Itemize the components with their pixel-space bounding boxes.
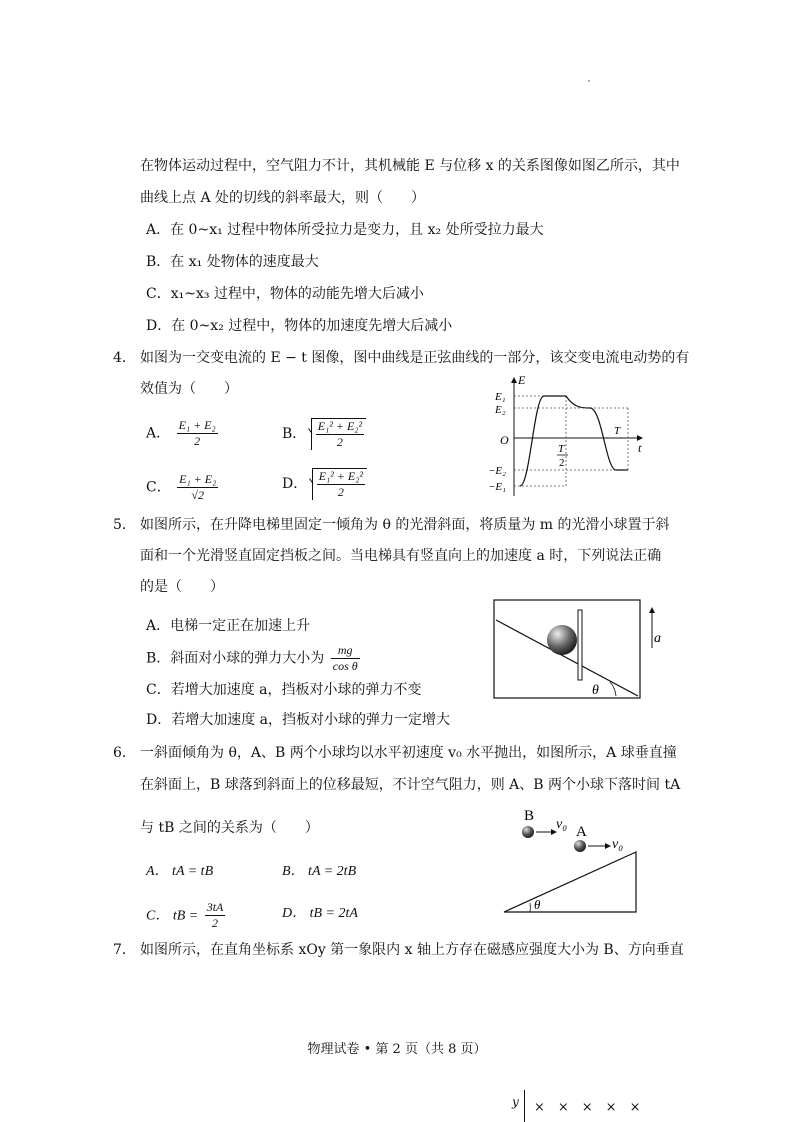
ball-a — [574, 840, 586, 852]
ball-a-v0: v₀ — [612, 837, 624, 852]
graph-minus-e2: −E₂ — [488, 465, 506, 477]
q5-elevator-figure — [492, 598, 672, 702]
q4-option-b: B． $\frac{\text{E₁² + E₂²}}{2}$ — [282, 418, 366, 450]
q3-option-b: B．在 x₁ 处物体的速度最大 — [146, 254, 319, 270]
q3-line1: 在物体运动过程中，空气阻力不计，其机械能 E 与位移 x 的关系图像如图乙所示，其中 — [140, 158, 680, 174]
q4-number: 4． — [113, 350, 136, 366]
next-fig-field-marks: × × × × × — [534, 1100, 641, 1115]
q5-option-d: D．若增大加速度 a，挡板对小球的弹力一定增大 — [146, 712, 451, 728]
next-fig-y-label: y — [512, 1095, 519, 1109]
acceleration-label: a — [654, 631, 661, 646]
page-footer: 物理试卷 • 第 2 页（共 8 页） — [307, 1042, 487, 1057]
q3-option-d: D．在 0~x₂ 过程中，物体的加速度先增大后减小 — [146, 318, 453, 334]
q6-projectile-figure — [500, 800, 645, 916]
graph-xlabel: t — [638, 441, 642, 455]
q6-line3: 与 tB 之间的关系为（ ） — [140, 820, 319, 836]
graph-period: T — [614, 425, 621, 437]
ball-b — [522, 826, 534, 838]
q4-option-a: A． $\frac{\text{E₁ + E₂}}{2}$ — [146, 418, 216, 448]
q6-theta: θ — [534, 897, 541, 912]
q3-option-a: A．在 0~x₁ 过程中物体所受拉力是变力，且 x₂ 处所受拉力最大 — [146, 222, 544, 238]
graph-e1: E₁ — [495, 391, 506, 403]
graph-e2: E₂ — [495, 404, 506, 416]
q5-option-c: C．若增大加速度 a，挡板对小球的弹力不变 — [146, 682, 422, 698]
q6-option-d: D． tB = 2tA — [282, 906, 358, 921]
q7-number: 7． — [113, 942, 136, 958]
q5-option-a: A．电梯一定正在加速上升 — [146, 618, 311, 634]
q7-line1: 如图所示，在直角坐标系 xOy 第一象限内 x 轴上方存在磁感应强度大小为 B、方向垂直 — [140, 942, 684, 958]
q6-number: 6． — [113, 745, 136, 761]
graph-minus-e1: −E₁ — [488, 481, 506, 493]
next-fig-y-axis — [524, 1090, 525, 1122]
q5-line1: 如图所示，在升降电梯里固定一倾角为 θ 的光滑斜面，将质量为 m 的光滑小球置于斜 — [140, 517, 670, 533]
q6-line2: 在斜面上，B 球落到斜面上的位移最短，不计空气阻力，则 A、B 两个小球下落时间 tA — [140, 777, 681, 793]
q4-option-d: D． $\frac{\text{E₁² + E₂²}}{2}$ — [282, 468, 367, 500]
q5-line3: 的是（ ） — [140, 579, 224, 595]
scan-dot — [588, 80, 590, 82]
graph-half-period-den: 2 — [559, 457, 565, 469]
q6-option-a: A． tA = tB — [146, 864, 214, 879]
baffle — [578, 610, 582, 680]
q6-option-c: C． tB = $\frac{3tA}{2}$ — [146, 900, 224, 930]
ball-a-label: A — [576, 824, 587, 840]
ball-b-label: B — [524, 808, 535, 824]
q4-et-graph — [478, 372, 648, 500]
q6-option-b: B． tA = 2tB — [282, 864, 357, 879]
q5-line2: 面和一个光滑竖直固定挡板之间。当电梯具有竖直向上的加速度 a 时，下列说法正确 — [140, 548, 662, 564]
q5-number: 5． — [113, 517, 136, 533]
waveform — [520, 396, 628, 486]
incline-triangle — [504, 852, 636, 912]
graph-origin: O — [500, 433, 509, 447]
q5-option-b: B．斜面对小球的弹力大小为 $\frac{mg}{\text{cos θ}}$ — [146, 643, 358, 673]
ball-b-v0: v₀ — [556, 817, 568, 832]
graph-ylabel: E — [518, 373, 526, 387]
graph-half-period-num: T — [558, 443, 565, 455]
q6-line1: 一斜面倾角为 θ，A、B 两个小球均以水平初速度 v₀ 水平抛出，如图所示，A 球垂直撞 — [140, 745, 677, 761]
q3-line2: 曲线上点 A 处的切线的斜率最大，则（ ） — [140, 190, 426, 206]
q4-line2: 效值为（ ） — [140, 381, 238, 397]
q3-option-c: C．x₁~x₃ 过程中，物体的动能先增大后减小 — [146, 286, 424, 302]
ball — [547, 625, 577, 655]
q4-option-c: C． $\frac{\text{E₁ + E₂}}{√2}$ — [146, 472, 217, 502]
angle-theta: θ — [592, 683, 599, 698]
q4-line1: 如图为一交变电流的 E − t 图像，图中曲线是正弦曲线的一部分，该交变电流电动势的有 — [140, 350, 690, 366]
